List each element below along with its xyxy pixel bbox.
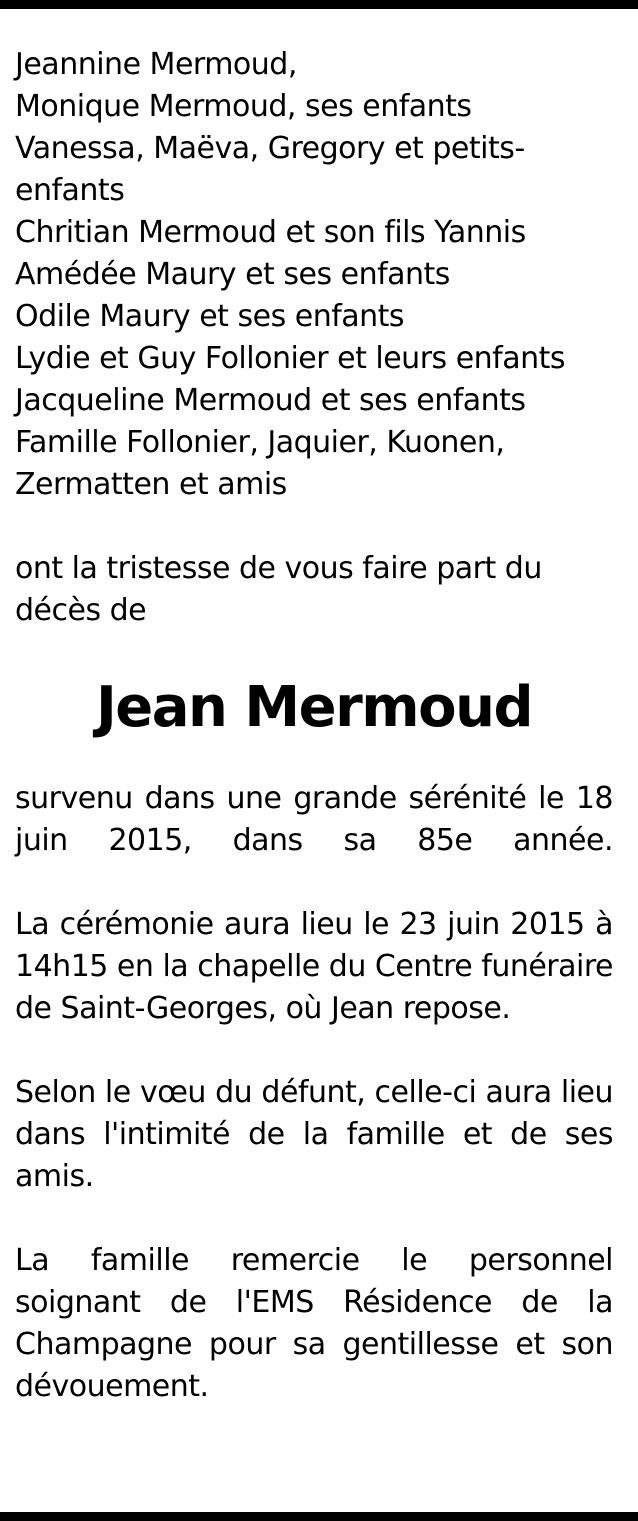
family-line: Jacqueline Mermoud et ses enfants [15, 383, 526, 418]
deceased-name: Jean Mermoud [95, 675, 533, 740]
death-paragraph: survenu dans une grande sérénité le 18 juin 2015, dans sa 85e année. [15, 781, 613, 858]
family-line: Zermatten et amis [15, 467, 287, 502]
family-line: Lydie et Guy Follonier et leurs enfants [15, 341, 566, 376]
family-line: Chritian Mermoud et son fils Yannis [15, 215, 526, 250]
family-line: Vanessa, Maëva, Gregory et petits- [15, 131, 525, 166]
family-line: Odile Maury et ses enfants [15, 299, 405, 334]
thanks-paragraph: La famille remercie le personnel soignant de l'EMS Résidence de la Champagne pour sa gentillesse et son dévouement. [15, 1243, 613, 1404]
family-list [15, 44, 613, 506]
family-line: Jeannine Mermoud, [15, 47, 297, 82]
family-line: Famille Follonier, Jaquier, Kuonen, [15, 425, 505, 460]
ceremony-paragraph: La cérémonie aura lieu le 23 juin 2015 à 14h15 en la chapelle du Centre funéraire de Saint-Georges, où Jean repose. [15, 907, 613, 1026]
wish-paragraph: Selon le vœu du défunt, celle-ci aura lieu dans l'intimité de la famille et de ses amis. [15, 1075, 613, 1194]
family-line: enfants [15, 173, 125, 208]
bottom-border-rule [0, 1512, 638, 1521]
top-border-rule [0, 0, 638, 9]
family-line: Monique Mermoud, ses enfants [15, 89, 472, 124]
obituary-notice [15, 44, 613, 1408]
family-line: Amédée Maury et ses enfants [15, 257, 450, 292]
announcement-text: ont la tristesse de vous faire part du décès de [15, 551, 542, 628]
